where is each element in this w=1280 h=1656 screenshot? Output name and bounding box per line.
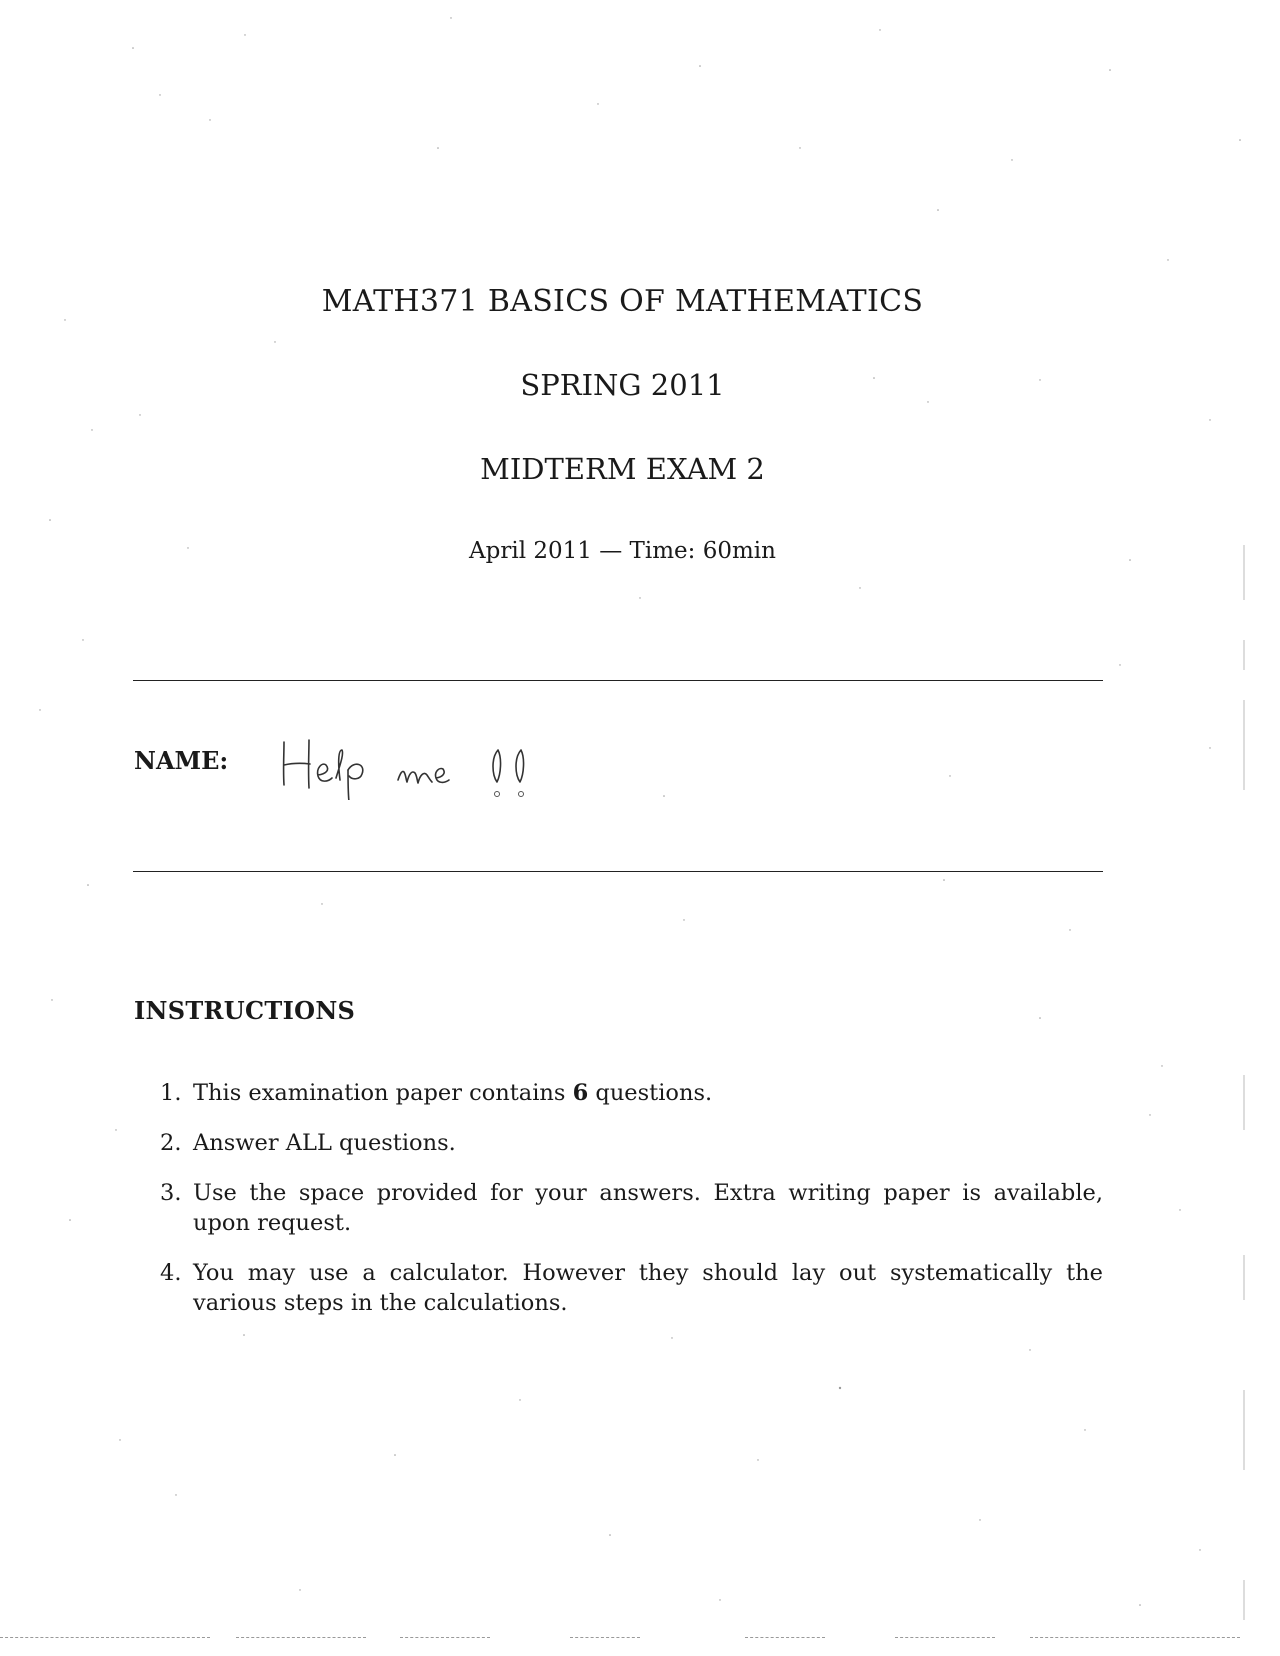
name-label: NAME: (134, 746, 229, 775)
name-bottom-rule (133, 871, 1103, 872)
instruction-text: You may use a calculator. However they should lay out systematically the various steps in the calculations. (193, 1260, 1103, 1316)
instruction-item-3 (160, 1178, 1103, 1238)
scan-edge-mark (0, 1637, 210, 1638)
exam-title: MIDTERM EXAM 2 (480, 452, 765, 486)
exam-term: SPRING 2011 (520, 368, 725, 402)
scan-edge-mark (400, 1637, 490, 1638)
handwritten-name (278, 730, 578, 800)
instructions-list (160, 1078, 1103, 1338)
instruction-number: 3. (160, 1180, 182, 1206)
instruction-text: This examination paper contains 6 questions. (193, 1080, 713, 1106)
instruction-text: Use the space provided for your answers. Extra writing paper is available, upon request. (193, 1180, 1103, 1236)
exam-date-time: April 2011 — Time: 60min (469, 538, 776, 564)
question-count: 6 (572, 1080, 589, 1106)
instruction-number: 4. (160, 1260, 182, 1286)
scan-edge-mark (745, 1637, 825, 1638)
scan-edge-mark (570, 1637, 640, 1638)
scan-edge-mark (236, 1637, 366, 1638)
scan-edge-mark (1030, 1637, 1240, 1638)
scan-edge-mark (895, 1637, 995, 1638)
instruction-item-4 (160, 1258, 1103, 1318)
instructions-heading: INSTRUCTIONS (134, 996, 356, 1025)
name-top-rule (133, 680, 1103, 681)
instruction-item-2 (160, 1128, 1103, 1158)
instruction-number: 2. (160, 1130, 182, 1156)
course-title: MATH371 BASICS OF MATHEMATICS (321, 284, 924, 319)
instruction-item-1 (160, 1078, 1103, 1108)
instruction-number: 1. (160, 1080, 182, 1106)
instruction-text: Answer ALL questions. (193, 1130, 456, 1156)
